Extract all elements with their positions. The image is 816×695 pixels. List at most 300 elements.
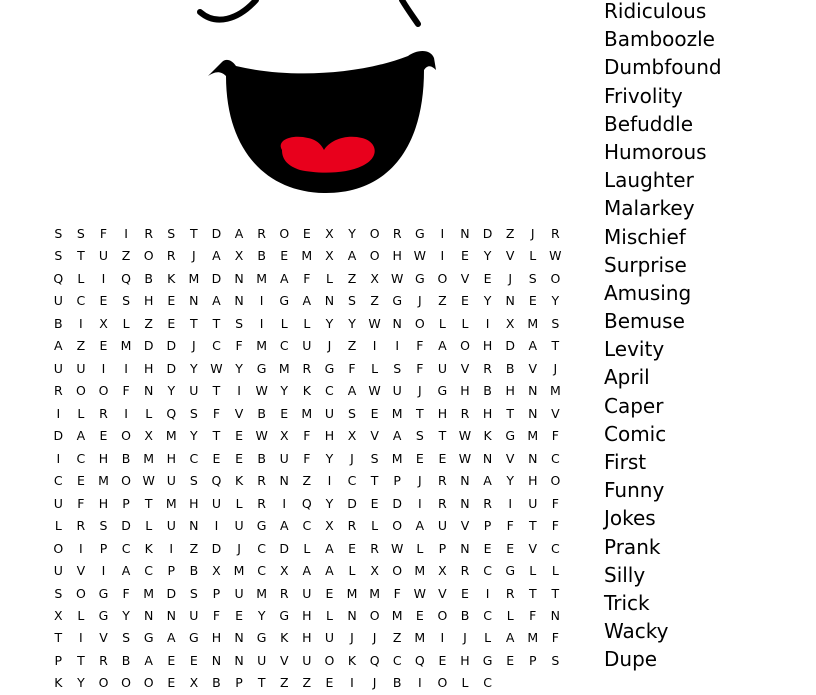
grid-letter[interactable]: N: [324, 293, 335, 309]
grid-letter[interactable]: A: [505, 630, 515, 646]
grid-letter[interactable]: K: [280, 630, 289, 646]
grid-letter[interactable]: I: [56, 450, 61, 466]
grid-letter[interactable]: O: [369, 607, 380, 623]
grid-letter[interactable]: M: [414, 563, 426, 579]
grid-letter[interactable]: F: [303, 270, 311, 286]
grid-letter[interactable]: O: [121, 675, 131, 691]
grid-letter[interactable]: I: [350, 675, 354, 691]
grid-letter[interactable]: O: [369, 248, 380, 264]
grid-letter[interactable]: D: [53, 428, 64, 444]
grid-letter[interactable]: I: [259, 315, 264, 331]
grid-letter[interactable]: N: [528, 405, 538, 421]
grid-letter[interactable]: M: [143, 450, 155, 466]
grid-letter[interactable]: L: [280, 315, 288, 331]
grid-letter[interactable]: R: [505, 585, 515, 601]
grid-letter[interactable]: R: [76, 518, 86, 534]
grid-letter[interactable]: H: [460, 383, 470, 399]
grid-letter[interactable]: N: [143, 607, 154, 623]
grid-letter[interactable]: H: [482, 338, 493, 354]
grid-letter[interactable]: M: [278, 360, 290, 376]
grid-letter[interactable]: W: [549, 248, 562, 264]
grid-letter[interactable]: C: [483, 675, 492, 691]
grid-letter[interactable]: I: [327, 473, 332, 489]
grid-letter[interactable]: V: [505, 450, 515, 466]
grid-letter[interactable]: C: [347, 473, 357, 489]
grid-letter[interactable]: D: [166, 338, 177, 354]
grid-letter[interactable]: W: [368, 383, 381, 399]
grid-letter[interactable]: C: [76, 293, 86, 309]
grid-letter[interactable]: C: [144, 563, 154, 579]
grid-letter[interactable]: L: [77, 607, 85, 623]
grid-letter[interactable]: A: [76, 428, 86, 444]
grid-letter[interactable]: R: [460, 563, 470, 579]
grid-letter[interactable]: A: [234, 226, 244, 241]
grid-letter[interactable]: C: [483, 607, 492, 623]
grid-letter[interactable]: Y: [506, 473, 514, 489]
grid-letter[interactable]: I: [124, 360, 128, 376]
grid-letter[interactable]: E: [461, 585, 469, 601]
grid-letter[interactable]: T: [528, 518, 537, 534]
grid-letter[interactable]: B: [483, 383, 492, 399]
grid-letter[interactable]: J: [192, 338, 196, 354]
grid-letter[interactable]: H: [302, 630, 312, 646]
grid-letter[interactable]: L: [371, 360, 379, 376]
grid-letter[interactable]: I: [440, 226, 445, 241]
grid-letter[interactable]: U: [324, 630, 334, 646]
grid-letter[interactable]: G: [256, 360, 267, 376]
grid-letter[interactable]: Y: [235, 360, 243, 376]
grid-letter[interactable]: F: [529, 607, 537, 623]
grid-letter[interactable]: K: [54, 675, 63, 691]
grid-letter[interactable]: E: [235, 607, 243, 623]
grid-letter[interactable]: V: [528, 360, 538, 376]
grid-letter[interactable]: I: [485, 315, 490, 331]
grid-letter[interactable]: I: [169, 540, 174, 556]
grid-letter[interactable]: E: [99, 293, 108, 309]
word-search-grid[interactable]: [47, 223, 567, 695]
grid-letter[interactable]: X: [347, 428, 357, 444]
grid-letter[interactable]: I: [237, 383, 241, 399]
grid-letter[interactable]: O: [143, 248, 154, 264]
grid-letter[interactable]: D: [279, 540, 290, 556]
grid-letter[interactable]: R: [53, 383, 63, 399]
grid-letter[interactable]: N: [234, 270, 244, 286]
grid-letter[interactable]: I: [508, 495, 513, 511]
grid-letter[interactable]: X: [279, 428, 289, 444]
grid-letter[interactable]: G: [256, 630, 267, 646]
grid-letter[interactable]: T: [77, 248, 85, 264]
grid-letter[interactable]: J: [417, 293, 422, 309]
grid-letter[interactable]: D: [482, 226, 493, 241]
grid-letter[interactable]: N: [482, 450, 493, 466]
grid-letter[interactable]: T: [551, 585, 560, 601]
grid-letter[interactable]: C: [189, 450, 199, 466]
grid-letter[interactable]: B: [121, 450, 131, 466]
grid-letter[interactable]: H: [143, 293, 154, 309]
grid-letter[interactable]: Z: [144, 315, 153, 331]
grid-letter[interactable]: L: [145, 405, 153, 421]
grid-letter[interactable]: E: [325, 675, 334, 691]
grid-letter[interactable]: V: [234, 405, 244, 421]
grid-letter[interactable]: E: [212, 450, 221, 466]
grid-letter[interactable]: V: [279, 652, 289, 668]
grid-letter[interactable]: M: [549, 383, 561, 399]
grid-letter[interactable]: L: [77, 270, 85, 286]
grid-letter[interactable]: F: [212, 607, 221, 623]
grid-letter[interactable]: E: [189, 652, 198, 668]
grid-letter[interactable]: P: [54, 652, 63, 668]
grid-letter[interactable]: P: [99, 540, 108, 556]
grid-letter[interactable]: O: [75, 585, 86, 601]
grid-letter[interactable]: L: [325, 270, 333, 286]
grid-letter[interactable]: R: [257, 473, 266, 489]
grid-letter[interactable]: S: [54, 585, 63, 601]
grid-letter[interactable]: U: [437, 518, 447, 534]
grid-letter[interactable]: X: [234, 248, 244, 264]
grid-letter[interactable]: C: [76, 450, 86, 466]
grid-letter[interactable]: O: [143, 675, 154, 691]
grid-letter[interactable]: N: [279, 473, 289, 489]
grid-letter[interactable]: E: [415, 450, 424, 466]
grid-letter[interactable]: G: [143, 630, 154, 646]
grid-letter[interactable]: K: [167, 270, 176, 286]
grid-letter[interactable]: R: [370, 540, 379, 556]
grid-letter[interactable]: G: [482, 652, 493, 668]
grid-letter[interactable]: Z: [302, 473, 312, 489]
grid-letter[interactable]: Y: [348, 315, 356, 331]
grid-letter[interactable]: Z: [302, 675, 312, 691]
grid-letter[interactable]: U: [53, 563, 63, 579]
grid-letter[interactable]: O: [53, 540, 64, 556]
grid-letter[interactable]: O: [550, 473, 561, 489]
grid-letter[interactable]: E: [483, 540, 492, 556]
grid-letter[interactable]: D: [143, 338, 154, 354]
grid-letter[interactable]: G: [414, 226, 425, 241]
grid-letter[interactable]: X: [370, 563, 379, 579]
grid-letter[interactable]: S: [393, 360, 402, 376]
grid-letter[interactable]: X: [189, 675, 199, 691]
grid-letter[interactable]: O: [550, 270, 561, 286]
grid-letter[interactable]: J: [372, 630, 377, 646]
grid-letter[interactable]: C: [325, 383, 334, 399]
grid-letter[interactable]: N: [460, 495, 470, 511]
grid-letter[interactable]: L: [438, 315, 446, 331]
grid-letter[interactable]: G: [189, 630, 199, 646]
grid-letter[interactable]: U: [302, 652, 312, 668]
grid-letter[interactable]: U: [437, 360, 447, 376]
grid-letter[interactable]: I: [214, 518, 219, 534]
grid-letter[interactable]: S: [189, 473, 198, 489]
grid-letter[interactable]: L: [54, 518, 62, 534]
grid-letter[interactable]: W: [391, 540, 404, 556]
grid-letter[interactable]: R: [438, 495, 447, 511]
grid-letter[interactable]: V: [460, 270, 470, 286]
grid-letter[interactable]: O: [392, 518, 403, 534]
grid-letter[interactable]: M: [301, 248, 313, 264]
grid-letter[interactable]: U: [324, 405, 334, 421]
grid-letter[interactable]: P: [122, 495, 130, 511]
grid-letter[interactable]: K: [234, 473, 244, 489]
grid-letter[interactable]: C: [257, 540, 266, 556]
grid-letter[interactable]: X: [54, 607, 63, 623]
grid-letter[interactable]: A: [144, 652, 153, 668]
grid-letter[interactable]: N: [460, 226, 470, 241]
grid-letter[interactable]: Z: [121, 248, 131, 264]
grid-letter[interactable]: M: [414, 630, 426, 646]
grid-letter[interactable]: R: [257, 226, 266, 241]
grid-letter[interactable]: J: [192, 248, 196, 264]
grid-letter[interactable]: W: [413, 585, 426, 601]
grid-letter[interactable]: E: [167, 293, 176, 309]
grid-letter[interactable]: I: [101, 563, 106, 579]
grid-letter[interactable]: U: [166, 518, 176, 534]
grid-letter[interactable]: M: [143, 585, 155, 601]
grid-letter[interactable]: R: [279, 585, 289, 601]
grid-letter[interactable]: U: [189, 383, 199, 399]
grid-letter[interactable]: I: [124, 226, 128, 241]
grid-letter[interactable]: R: [257, 495, 266, 511]
grid-letter[interactable]: U: [53, 495, 63, 511]
grid-letter[interactable]: C: [392, 652, 402, 668]
grid-letter[interactable]: H: [528, 473, 538, 489]
grid-letter[interactable]: F: [551, 495, 559, 511]
grid-letter[interactable]: G: [505, 563, 516, 579]
grid-letter[interactable]: A: [302, 563, 312, 579]
grid-letter[interactable]: O: [392, 563, 403, 579]
grid-letter[interactable]: N: [550, 607, 561, 623]
grid-letter[interactable]: C: [550, 450, 560, 466]
grid-letter[interactable]: M: [120, 338, 132, 354]
grid-letter[interactable]: A: [347, 383, 357, 399]
grid-letter[interactable]: E: [76, 473, 85, 489]
grid-letter[interactable]: H: [324, 428, 335, 444]
grid-letter[interactable]: P: [528, 652, 537, 668]
grid-letter[interactable]: Y: [325, 495, 334, 511]
grid-letter[interactable]: Y: [551, 293, 560, 309]
grid-letter[interactable]: S: [189, 585, 198, 601]
grid-letter[interactable]: B: [505, 360, 515, 376]
grid-letter[interactable]: S: [528, 270, 537, 286]
grid-letter[interactable]: G: [279, 607, 290, 623]
grid-letter[interactable]: B: [392, 675, 402, 691]
grid-letter[interactable]: O: [98, 675, 109, 691]
grid-letter[interactable]: I: [79, 315, 83, 331]
grid-letter[interactable]: S: [235, 315, 244, 331]
grid-letter[interactable]: C: [302, 518, 312, 534]
grid-letter[interactable]: D: [505, 338, 515, 354]
grid-letter[interactable]: A: [302, 293, 312, 309]
grid-letter[interactable]: K: [483, 428, 492, 444]
grid-letter[interactable]: V: [460, 360, 470, 376]
grid-letter[interactable]: O: [121, 473, 131, 489]
grid-letter[interactable]: E: [438, 450, 447, 466]
grid-letter[interactable]: T: [528, 585, 537, 601]
grid-letter[interactable]: B: [54, 315, 63, 331]
grid-letter[interactable]: G: [437, 383, 448, 399]
grid-letter[interactable]: L: [551, 563, 559, 579]
grid-letter[interactable]: N: [189, 518, 199, 534]
grid-letter[interactable]: V: [460, 518, 470, 534]
grid-letter[interactable]: O: [437, 607, 448, 623]
grid-letter[interactable]: I: [101, 270, 106, 286]
grid-letter[interactable]: L: [325, 607, 333, 623]
grid-letter[interactable]: S: [370, 450, 379, 466]
grid-letter[interactable]: I: [79, 630, 83, 646]
grid-letter[interactable]: U: [189, 607, 199, 623]
grid-letter[interactable]: A: [438, 338, 447, 354]
grid-letter[interactable]: K: [302, 383, 311, 399]
grid-letter[interactable]: W: [142, 473, 155, 489]
grid-letter[interactable]: J: [327, 338, 332, 354]
grid-letter[interactable]: B: [212, 675, 221, 691]
grid-letter[interactable]: W: [210, 360, 223, 376]
grid-letter[interactable]: H: [211, 630, 222, 646]
grid-letter[interactable]: J: [237, 540, 241, 556]
grid-letter[interactable]: S: [551, 315, 560, 331]
grid-letter[interactable]: O: [369, 226, 380, 241]
grid-letter[interactable]: G: [505, 428, 516, 444]
grid-letter[interactable]: M: [98, 473, 109, 489]
grid-letter[interactable]: Q: [301, 495, 312, 511]
grid-letter[interactable]: V: [76, 563, 86, 579]
grid-letter[interactable]: W: [391, 270, 404, 286]
grid-letter[interactable]: P: [438, 540, 447, 556]
grid-letter[interactable]: M: [527, 315, 539, 331]
grid-letter[interactable]: H: [189, 495, 199, 511]
grid-letter[interactable]: U: [234, 518, 244, 534]
grid-letter[interactable]: M: [165, 428, 177, 444]
grid-letter[interactable]: E: [461, 248, 469, 264]
grid-letter[interactable]: J: [463, 630, 467, 646]
grid-letter[interactable]: Y: [348, 226, 356, 241]
grid-letter[interactable]: N: [189, 293, 199, 309]
grid-letter[interactable]: F: [235, 338, 243, 354]
grid-letter[interactable]: U: [98, 248, 109, 264]
grid-letter[interactable]: O: [324, 652, 335, 668]
grid-letter[interactable]: W: [255, 428, 268, 444]
grid-letter[interactable]: F: [303, 428, 311, 444]
grid-letter[interactable]: A: [212, 248, 221, 264]
grid-letter[interactable]: L: [77, 405, 85, 421]
grid-letter[interactable]: I: [417, 675, 422, 691]
grid-letter[interactable]: O: [460, 338, 470, 354]
grid-letter[interactable]: X: [99, 315, 108, 331]
grid-letter[interactable]: F: [212, 405, 221, 421]
grid-letter[interactable]: T: [370, 473, 379, 489]
grid-letter[interactable]: D: [121, 518, 131, 534]
grid-letter[interactable]: G: [414, 270, 425, 286]
grid-letter[interactable]: A: [279, 270, 289, 286]
grid-letter[interactable]: Y: [257, 607, 266, 623]
grid-letter[interactable]: A: [415, 518, 425, 534]
grid-letter[interactable]: N: [211, 652, 222, 668]
grid-letter[interactable]: D: [166, 360, 177, 376]
grid-letter[interactable]: M: [369, 585, 380, 601]
grid-letter[interactable]: E: [506, 652, 515, 668]
grid-letter[interactable]: B: [189, 563, 199, 579]
grid-letter[interactable]: R: [483, 360, 492, 376]
grid-letter[interactable]: R: [438, 473, 447, 489]
grid-letter[interactable]: F: [99, 226, 108, 241]
grid-letter[interactable]: X: [370, 270, 379, 286]
grid-letter[interactable]: X: [438, 563, 447, 579]
grid-letter[interactable]: W: [458, 450, 472, 466]
grid-letter[interactable]: O: [98, 383, 109, 399]
grid-letter[interactable]: Z: [279, 675, 289, 691]
grid-letter[interactable]: H: [98, 450, 109, 466]
grid-letter[interactable]: D: [211, 270, 222, 286]
grid-letter[interactable]: U: [234, 585, 244, 601]
grid-letter[interactable]: I: [259, 293, 264, 309]
grid-letter[interactable]: F: [551, 428, 559, 444]
grid-letter[interactable]: D: [211, 540, 222, 556]
grid-letter[interactable]: I: [282, 495, 287, 511]
grid-letter[interactable]: D: [211, 226, 222, 241]
grid-letter[interactable]: Q: [369, 652, 380, 668]
grid-letter[interactable]: B: [257, 248, 266, 264]
grid-letter[interactable]: Y: [190, 360, 198, 376]
grid-letter[interactable]: I: [485, 585, 490, 601]
grid-letter[interactable]: X: [325, 248, 334, 264]
grid-letter[interactable]: P: [393, 473, 401, 489]
grid-letter[interactable]: U: [76, 360, 86, 376]
grid-letter[interactable]: S: [54, 248, 63, 264]
grid-letter[interactable]: M: [256, 585, 268, 601]
grid-letter[interactable]: U: [302, 585, 312, 601]
grid-letter[interactable]: Z: [370, 293, 379, 309]
grid-letter[interactable]: E: [99, 428, 108, 444]
grid-letter[interactable]: L: [303, 315, 311, 331]
grid-letter[interactable]: E: [325, 585, 334, 601]
grid-letter[interactable]: Q: [166, 405, 177, 421]
grid-letter[interactable]: I: [124, 405, 128, 421]
grid-letter[interactable]: F: [393, 585, 401, 601]
grid-letter[interactable]: N: [460, 540, 470, 556]
grid-letter[interactable]: L: [416, 540, 424, 556]
grid-letter[interactable]: R: [347, 518, 357, 534]
grid-letter[interactable]: O: [121, 428, 131, 444]
grid-letter[interactable]: E: [167, 652, 176, 668]
grid-letter[interactable]: J: [417, 473, 422, 489]
grid-letter[interactable]: Z: [505, 226, 515, 241]
grid-letter[interactable]: B: [257, 450, 266, 466]
grid-letter[interactable]: I: [440, 248, 445, 264]
grid-letter[interactable]: T: [212, 315, 221, 331]
grid-letter[interactable]: G: [324, 360, 335, 376]
grid-letter[interactable]: G: [392, 293, 403, 309]
grid-letter[interactable]: M: [188, 270, 200, 286]
grid-letter[interactable]: R: [392, 226, 402, 241]
grid-letter[interactable]: C: [212, 338, 221, 354]
grid-letter[interactable]: T: [190, 315, 198, 331]
grid-letter[interactable]: H: [437, 405, 448, 421]
grid-letter[interactable]: R: [460, 405, 470, 421]
grid-letter[interactable]: E: [280, 248, 289, 264]
grid-letter[interactable]: T: [415, 405, 424, 421]
grid-letter[interactable]: U: [528, 495, 538, 511]
grid-letter[interactable]: J: [372, 675, 377, 691]
grid-letter[interactable]: T: [190, 226, 198, 241]
grid-letter[interactable]: L: [348, 563, 356, 579]
grid-letter[interactable]: X: [212, 563, 221, 579]
grid-letter[interactable]: L: [235, 495, 243, 511]
grid-letter[interactable]: D: [347, 495, 357, 511]
grid-letter[interactable]: F: [416, 338, 424, 354]
grid-letter[interactable]: C: [279, 338, 289, 354]
grid-letter[interactable]: U: [53, 293, 63, 309]
grid-letter[interactable]: N: [460, 473, 470, 489]
grid-letter[interactable]: I: [395, 338, 400, 354]
